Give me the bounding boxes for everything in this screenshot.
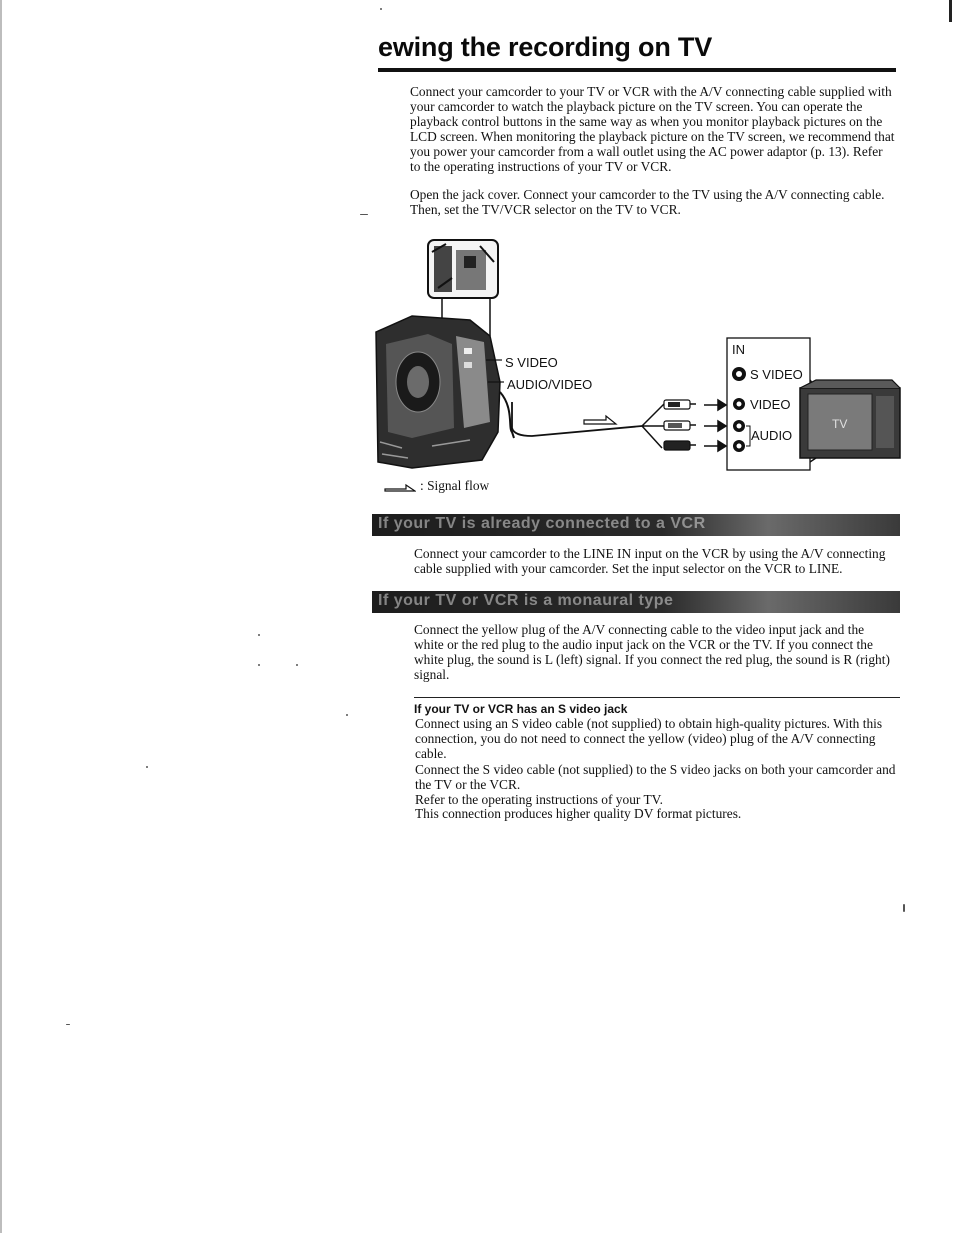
scan-speck <box>903 904 905 912</box>
scan-speck <box>146 766 148 768</box>
tv-panel-video-label: VIDEO <box>750 397 791 412</box>
page-title: ewing the recording on TV <box>378 32 713 62</box>
connect-paragraph: Open the jack cover. Connect your camcorder to the TV using the A/V connecting cable. Then, set the TV/VCR selector on the TV to VCR. <box>410 187 885 217</box>
s-video-paragraph-1: Connect using an S video cable (not supplied) to obtain high-quality pictures. With this connection, you do not need to connect the yellow (video) plug of the A/V connecting cable. <box>415 716 883 761</box>
tv-panel-in-label: IN <box>732 342 745 357</box>
scan-speck <box>360 214 368 215</box>
camcorder-audio-video-label: AUDIO/VIDEO <box>507 377 593 392</box>
tv-panel-s-video-label: S VIDEO <box>750 367 803 382</box>
section-heading-bar-vcr <box>372 514 900 536</box>
intro-paragraph: Connect your camcorder to your TV or VCR with the A/V connecting cable supplied with your camcorder to watch the playback picture on the TV screen. You can operate the playback control buttons in the same way as when you monitor playback pictures on the LCD screen. When monitoring the playback picture on the TV screen, we recommend that you power your camcorder from a wall outlet using the AC power adaptor (p. 13). Refer to the operating instructions of your TV or VCR. <box>410 84 895 174</box>
section-body-vcr: Connect your camcorder to the LINE IN input on the VCR by using the A/V connecting cable supplied with your camcorder. Set the input selector on the VCR to LINE. <box>414 546 886 576</box>
subsection-rule <box>414 697 900 698</box>
section-heading-monaural: If your TV or VCR is a monaural type <box>378 592 674 609</box>
scan-speck <box>346 714 348 716</box>
page-edge <box>0 0 2 1233</box>
s-video-paragraph-4: This connection produces higher quality DV format pictures. <box>415 806 742 821</box>
scan-speck <box>258 634 260 636</box>
av-cable-plugs <box>664 400 696 450</box>
camcorder-s-video-label: S VIDEO <box>505 355 558 370</box>
scan-speck <box>296 664 298 666</box>
tv-input-panel <box>727 338 810 470</box>
signal-flow-arrow-icon <box>384 481 416 493</box>
section-heading-bar-monaural <box>372 591 900 613</box>
signal-flow-legend <box>384 478 489 494</box>
s-video-paragraph-2: Connect the S video cable (not supplied) to the S video jacks on both your camcorder and the TV or the VCR. <box>415 762 896 792</box>
section-body-monaural: Connect the yellow plug of the A/V connecting cable to the video input jack and the white or the red plug to the audio input jack on the VCR or the TV. If you connect the white plug, the sound is L (left) signal. If you connect the red plug, the sound is R (right) signal. <box>414 622 890 682</box>
page-edge-mark <box>949 0 952 22</box>
tv-panel-audio-label: AUDIO <box>751 428 793 443</box>
section-heading-vcr: If your TV is already connected to a VCR <box>378 515 706 532</box>
tv-label: TV <box>832 417 848 431</box>
scan-speck <box>66 1024 70 1025</box>
s-video-heading: If your TV or VCR has an S video jack <box>414 702 628 716</box>
s-video-paragraph-3: Refer to the operating instructions of your TV. <box>415 792 663 807</box>
scan-speck <box>380 8 382 10</box>
connection-diagram <box>372 232 907 502</box>
signal-flow-caption: : Signal flow <box>420 478 490 493</box>
tv-illustration <box>800 380 900 462</box>
scan-speck <box>258 664 260 666</box>
title-rule <box>378 68 896 72</box>
signal-arrows <box>704 400 726 451</box>
camcorder-illustration <box>376 316 500 468</box>
